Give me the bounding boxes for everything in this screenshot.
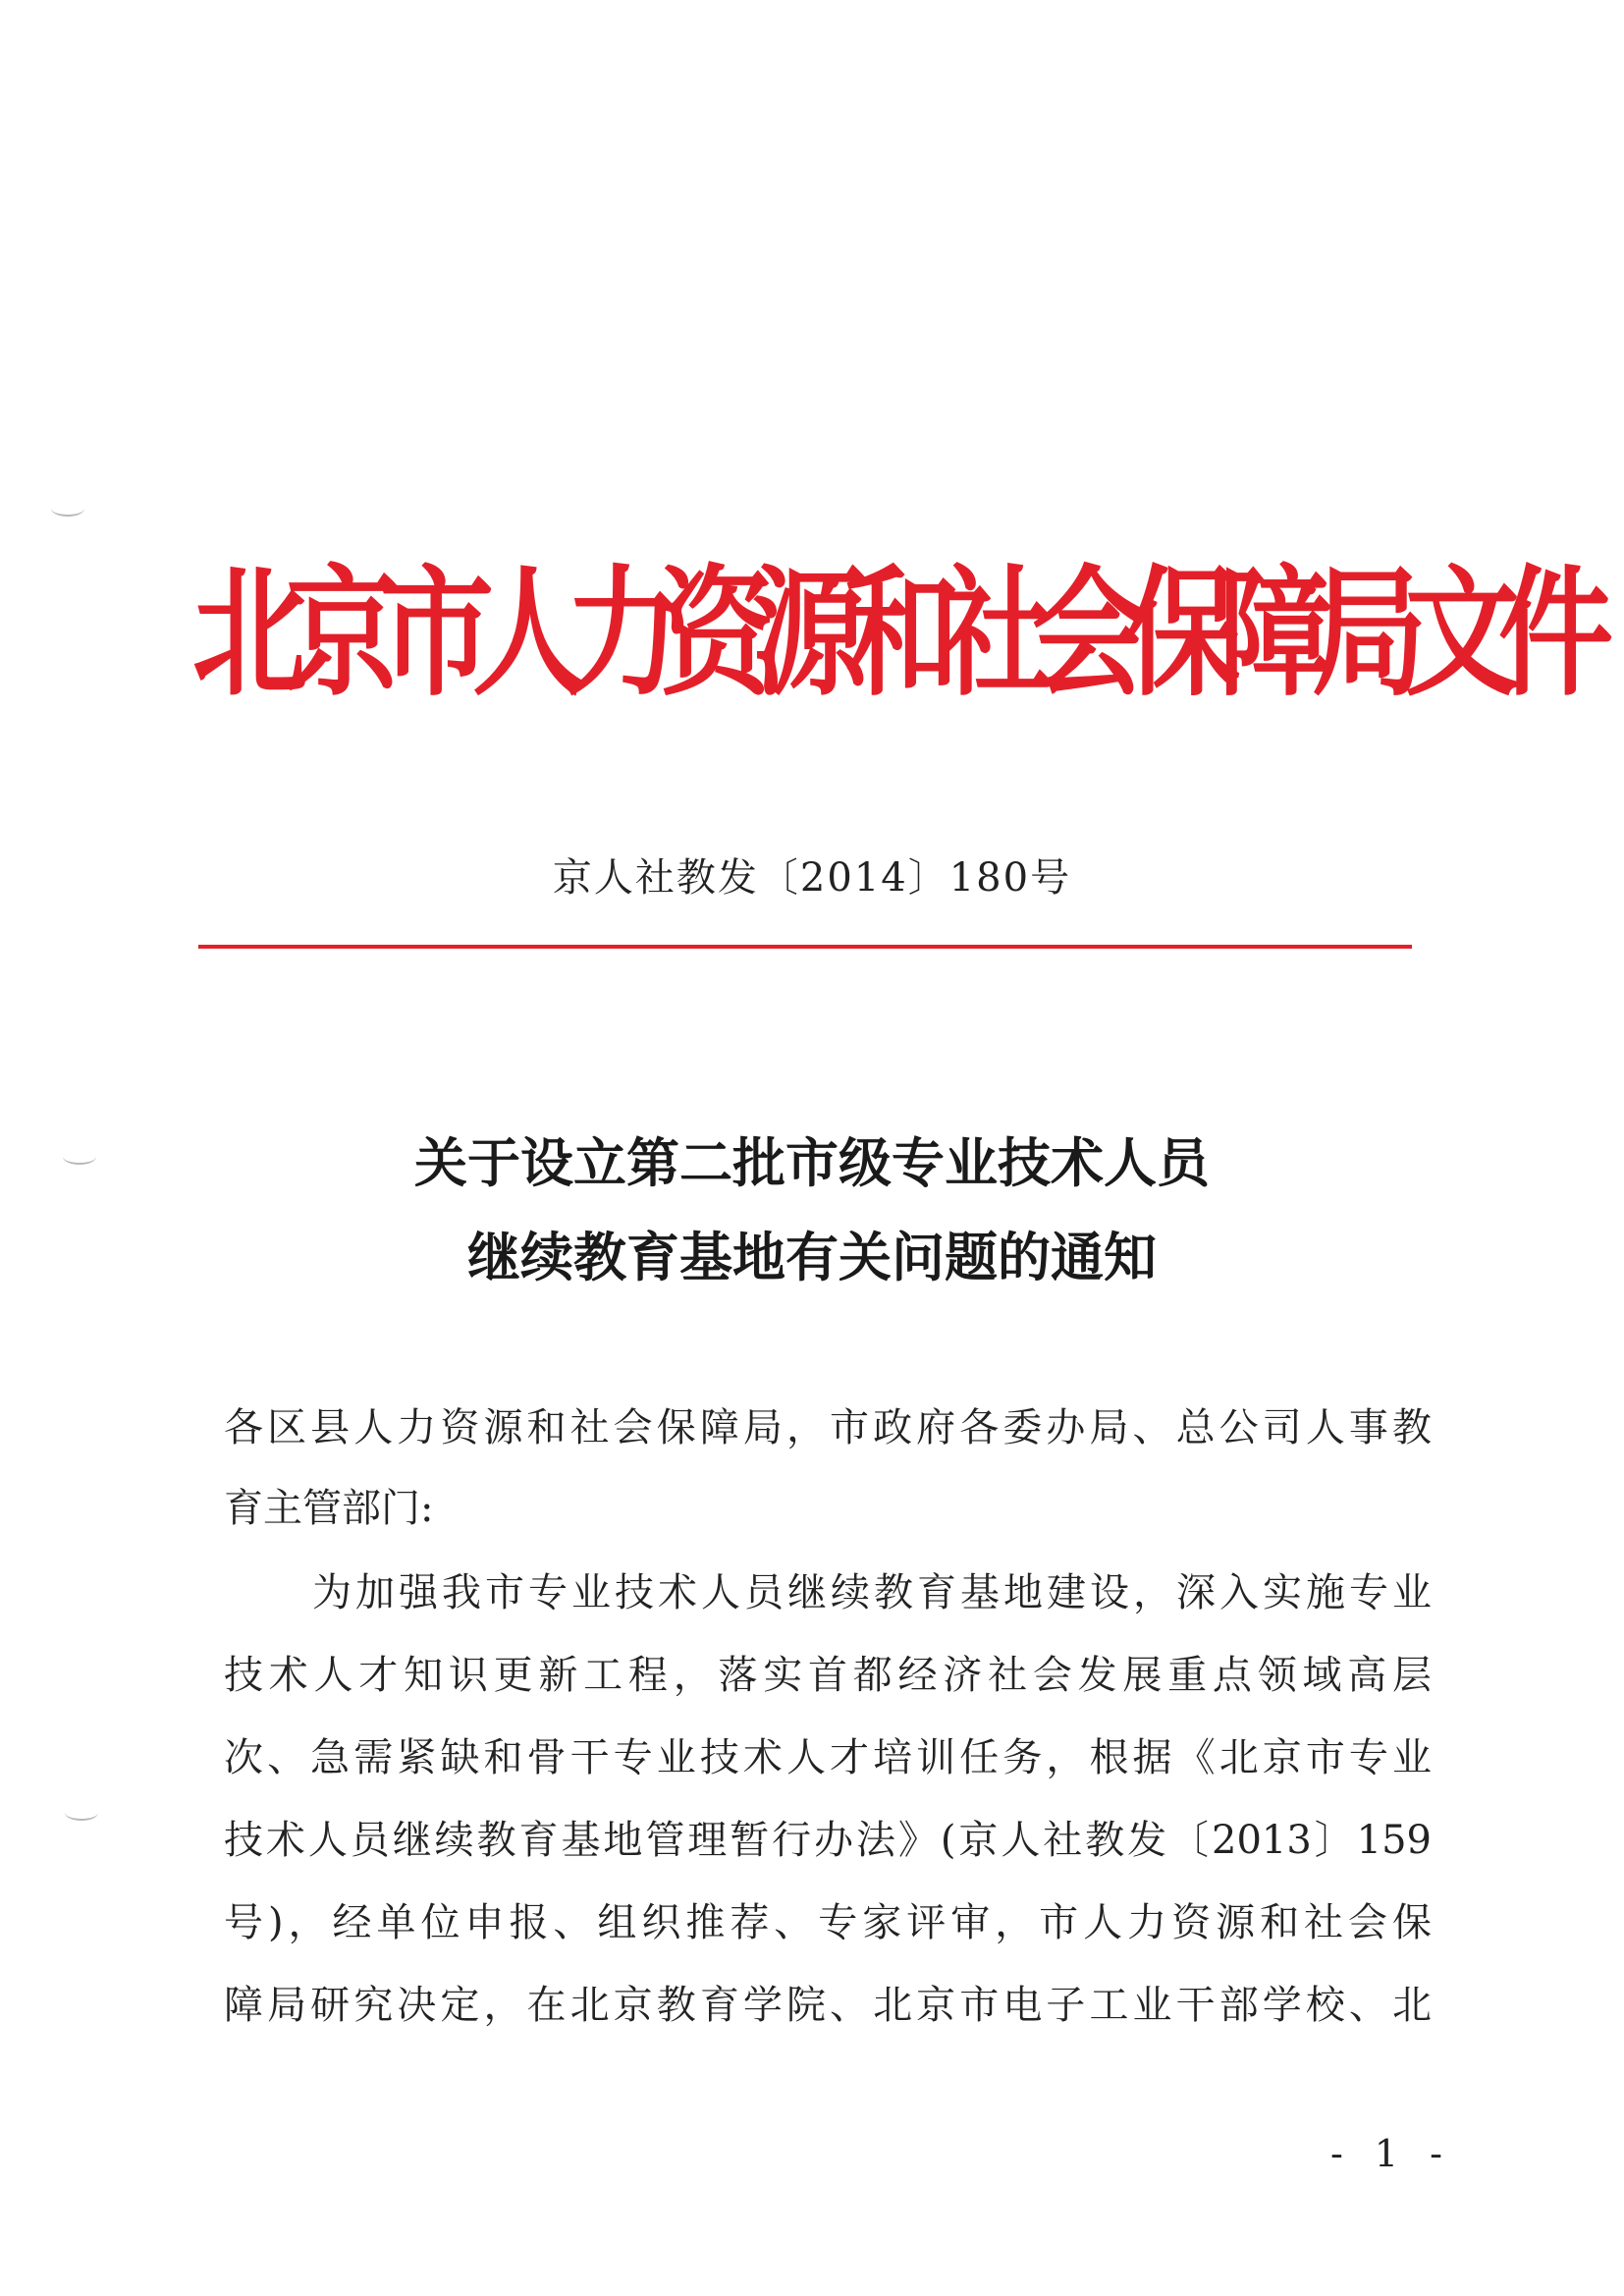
document-number: 京人社教发〔2014〕180号 (552, 855, 1072, 901)
punch-mark-lower (65, 1805, 98, 1821)
document-masthead: 北京市人力资源和社会保障局文件 (192, 551, 1593, 716)
document-title-line-2: 继续教育基地有关问题的通知 (467, 1227, 1157, 1288)
document-title-line-1: 关于设立第二批市级专业技术人员 (414, 1132, 1210, 1194)
red-separator-rule (198, 945, 1412, 949)
page-number: - 1 - (1330, 2132, 1453, 2175)
paragraph-line-1: 为加强我市专业技术人员继续教育基地建设，深入实施专业 (312, 1570, 1432, 1615)
paragraph-line-3: 次、急需紧缺和骨干专业技术人才培训任务，根据《北京市专业 (224, 1735, 1432, 1780)
punch-mark-top (51, 501, 84, 517)
paragraph-line-6: 障局研究决定，在北京教育学院、北京市电子工业干部学校、北 (224, 1983, 1432, 2028)
salutation-line-1: 各区县人力资源和社会保障局，市政府各委办局、总公司人事教 (224, 1405, 1432, 1450)
salutation-line-2: 育主管部门: (224, 1486, 434, 1531)
paragraph-line-4: 技术人员继续教育基地管理暂行办法》(京人社教发〔2013〕159 (224, 1818, 1432, 1863)
paragraph-line-5: 号)，经单位申报、组织推荐、专家评审，市人力资源和社会保 (224, 1900, 1432, 1945)
paragraph-line-2: 技术人才知识更新工程，落实首都经济社会发展重点领域高层 (224, 1653, 1432, 1698)
